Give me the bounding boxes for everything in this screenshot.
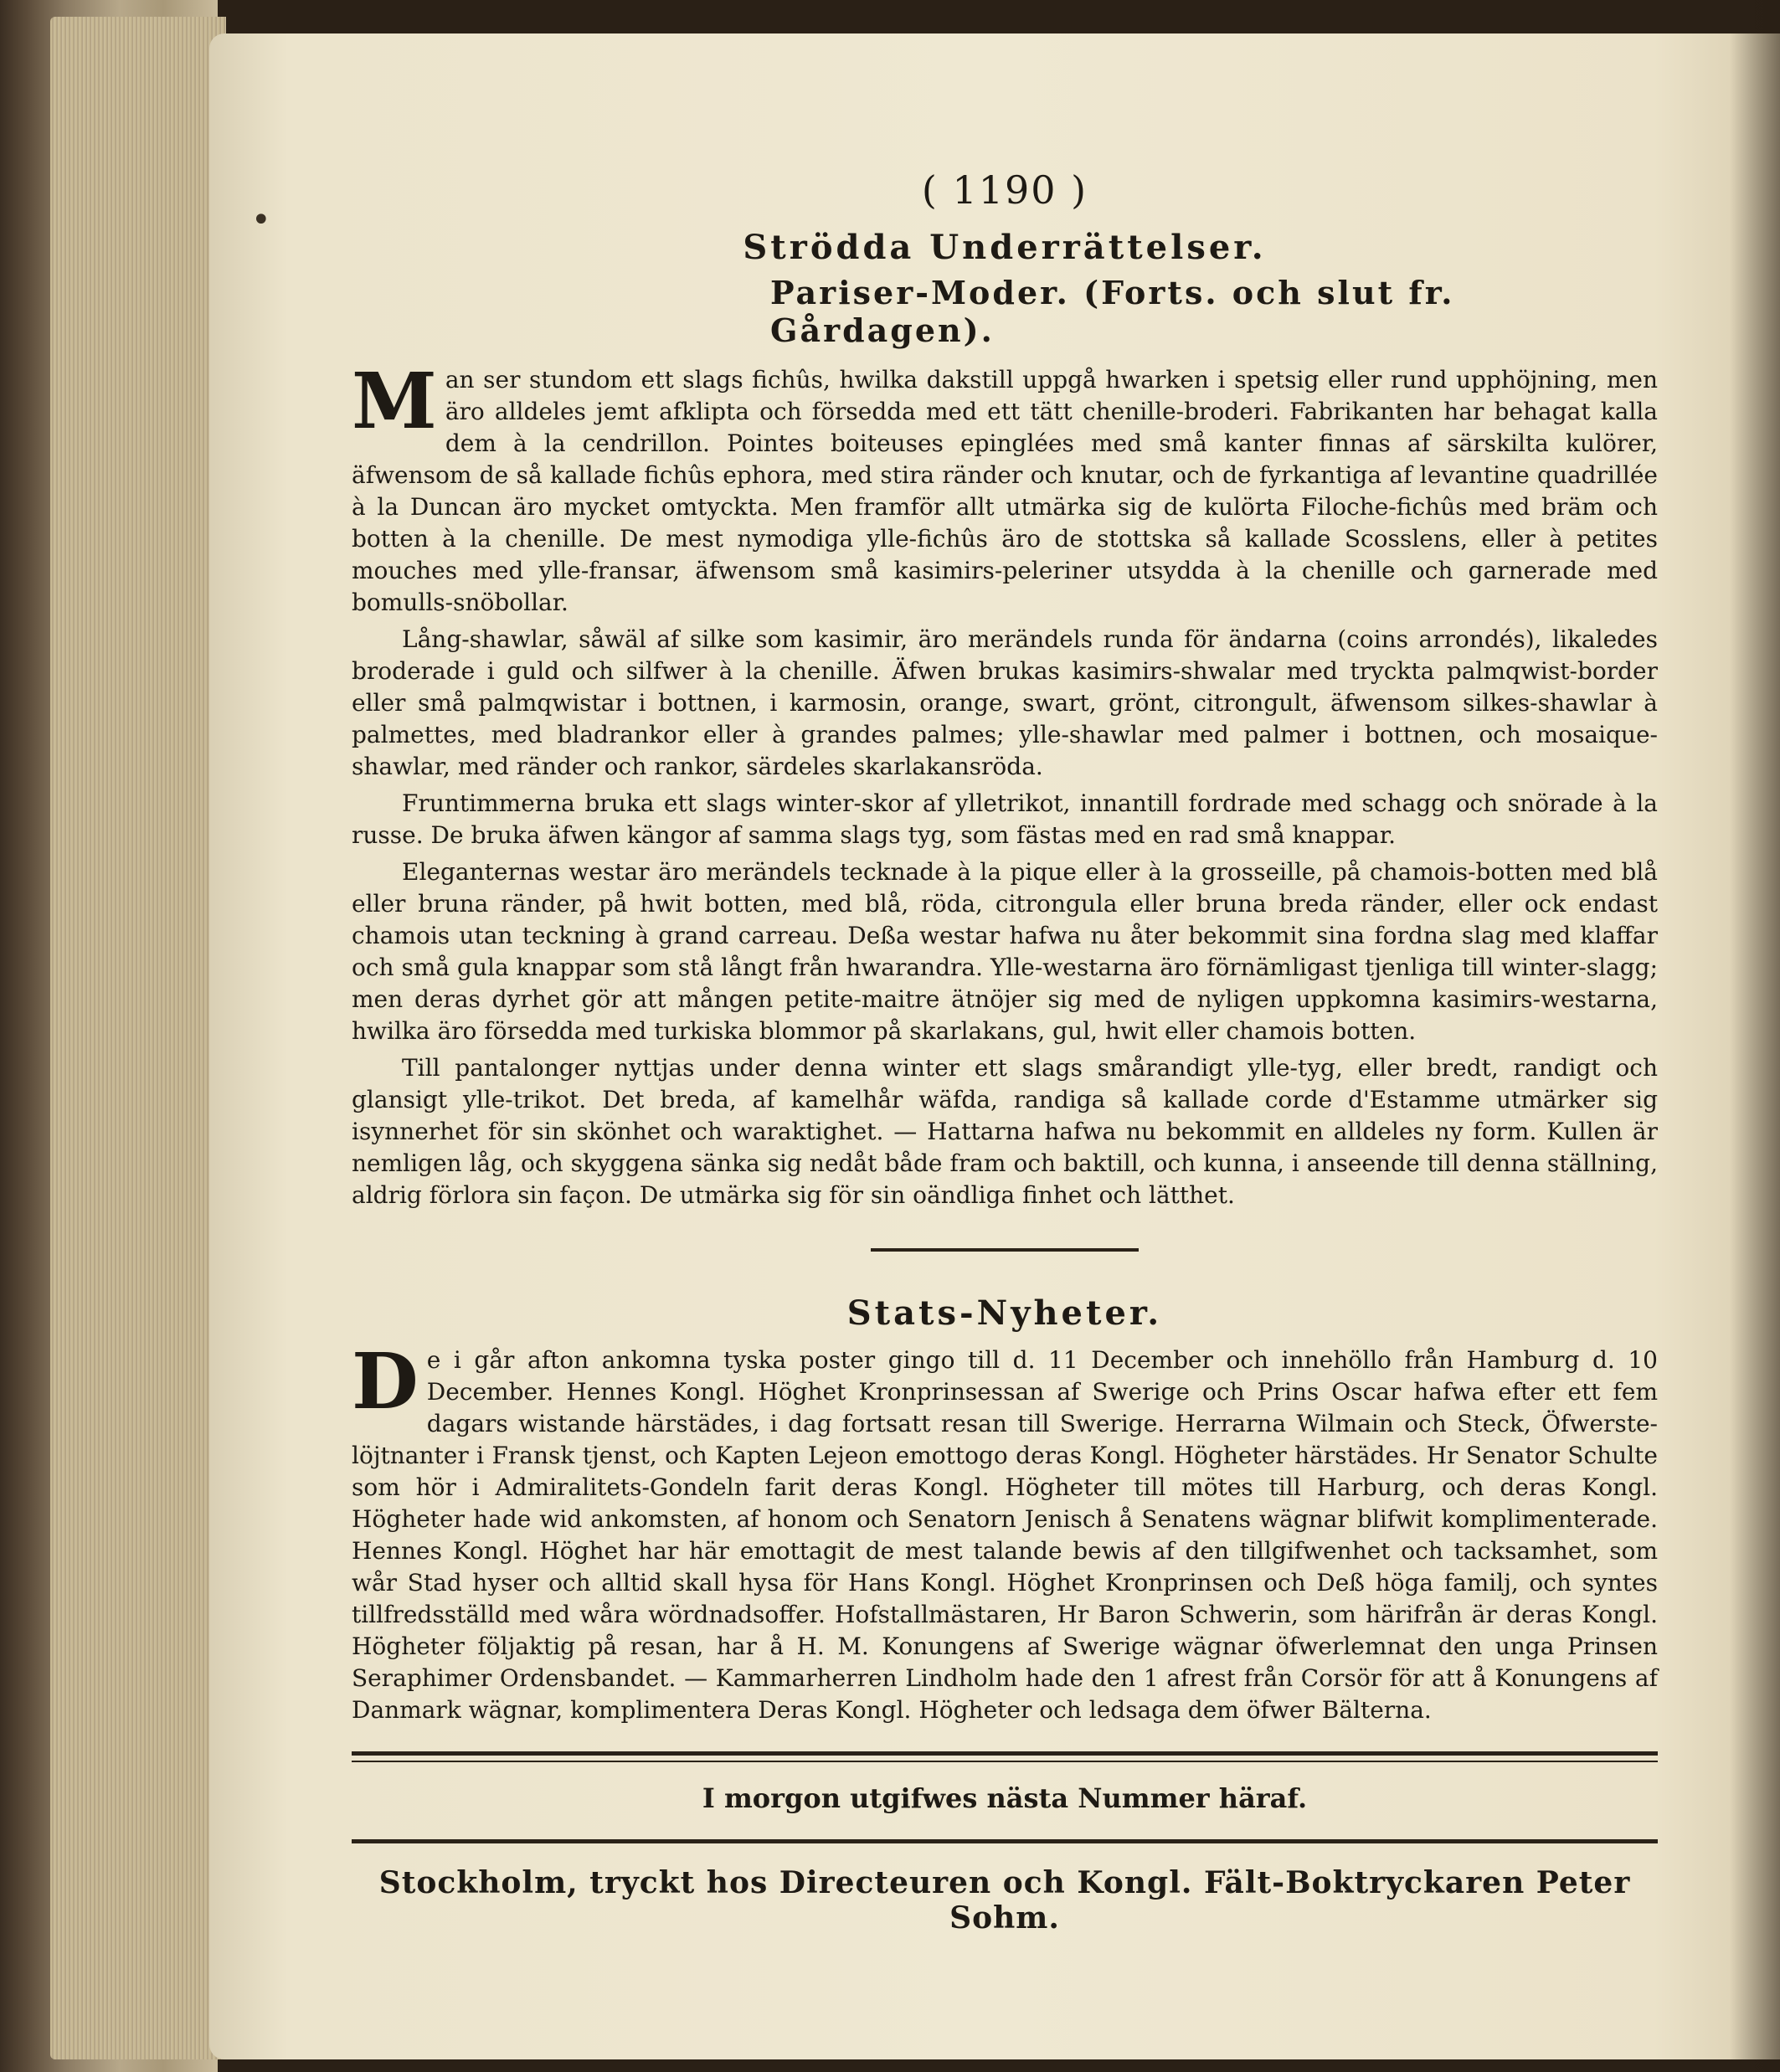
- section-divider: [871, 1248, 1139, 1252]
- drop-cap: M: [352, 356, 437, 446]
- fashion-article: [352, 356, 1658, 1211]
- imprint: Stockholm, tryckt hos Directeuren och Kongl. Fält-Boktryckaren Peter Sohm.: [378, 1865, 1631, 1936]
- subtitle: Pariser-Moder. (Forts. och slut fr. Gårdagen).: [770, 274, 1455, 349]
- page-content: [352, 167, 1658, 1936]
- paragraph-text: an ser stundom ett slags fichûs, hwilka dakstill uppgå hwarken i spetsig eller rund upphöjning, men äro alldeles jemt afklipta och försedda med ett tätt chenille-broderi. Fabrikanten har behagat kalla dem à la cendrillon. Pointes boiteuses epinglées med små kanter finnas af särskilta kulörer, äfwensom de så kallade fichûs ephora, med stira ränder och knutar, och de fyrkantiga af levantine quadrillée à la Duncan äro mycket omtyckta. Men framför allt utmärka sig de kulörta Filoche-fichûs med bräm och botten à la chenille. De mest nymodiga ylle-fichûs äro de stottska så kallade Scosslens, eller à petites mouches med ylle-fransar, äfwensom små kasimirs-peleriner utsydda à la chenille och garnerade med bomulls-snöbollar.: [352, 366, 1658, 616]
- rule-bottom: [352, 1839, 1658, 1843]
- rule-top: [352, 1751, 1658, 1756]
- next-issue-notice: I morgon utgifwes nästa Nummer häraf.: [702, 1782, 1308, 1814]
- margin-mark: •: [251, 201, 271, 239]
- paragraph-text: e i går afton ankomna tyska poster gingo till d. 11 December och innehöllo från Hamburg d. 10 December. Hennes Kongl. Höghet Kronprinsessan af Swerige och Prins Oscar hafwa efter ett fem dagars wistande härstädes, i dag fortsatt resan till Swerige. Herrarna Wilmain och Steck, Öfwerste-löjtnanter i Fransk tjenst, och Kapten Lejeon emottogo deras Kongl. Högheter härstädes. Hr Senator Schulte som hör i Admiralitets-Gondeln farit deras Kongl. Högheter till mötes till Harburg, och deras Kongl. Högheter hade wid ankomsten, af honom och Senatorn Jenisch å Senatens wägnar blifwit komplimenterade. Hennes Kongl. Höghet har här emottagit de mest talande bewis af den tillgifwenhet och tacksamhet, som wår Stad hyser och alltid skall hysa för Hans Kongl. Höghet Kronprinsen och Deß höga familj, och syntes tillfredsställd med wåra wördnadsoffer. Hofstallmästaren, Hr Baron Schwerin, som härifrån är deras Kongl. Högheter följaktig på resan, har å H. M. Konungens af Swerige wägnar öfwerlemnat den unga Prinsen Seraphimer Ordensbandet. — Kammarherren Lindholm hade den 1 afrest från Corsör för att å Konungens af Danmark wägnar, komplimentera Deras Kongl. Högheter och ledsaga dem öfwer Bälterna.: [352, 1346, 1658, 1724]
- rule-top-thin: [352, 1761, 1658, 1762]
- paragraph: Till pantalonger nyttjas under denna winter ett slags smårandigt ylle-tyg, eller bredt, randigt och glansigt ylle-trikot. Det breda, af kamelhår wäfda, randiga så kallade corde d'Estamme utmärker sig isynnerhet för sin skönhet och waraktighet. — Hattarna hafwa nu bekommit en alldeles ny form. Kullen är nemligen låg, och skyggena sänka sig nedåt både fram och baktill, och kunna, i anseende till denna ställning, aldrig förlora sin façon. De utmärka sig för sin oändliga finhet och lätthet.: [352, 1054, 1658, 1209]
- paragraph: Lång-shawlar, såwäl af silke som kasimir, äro merändels runda för ändarna (coins arrondés), likaledes broderade i guld och silfwer à la chenille. Äfwen brukas kasimirs-shwalar med tryckta palmqwist-border eller små palmqwistar i bottnen, i karmosin, orange, swart, grönt, citrongult, äfwensom silkes-shawlar à palmettes, med bladrankor eller à grandes palmes; ylle-shawlar med palmer i bottnen, och mosaique-shawlar, med ränder och rankor, särdeles skarlakansröda.: [352, 625, 1658, 780]
- page-edge-shadow: [1730, 0, 1780, 2072]
- news-title: Stats-Nyheter.: [846, 1293, 1163, 1333]
- paragraph: [352, 356, 1658, 619]
- paragraph: Eleganternas westar äro merändels tecknade à la pique eller à la grosseille, på chamois-botten med blå eller bruna ränder, på hwit botten, med blå, röda, citrongula eller bruna breda ränder, eller ock endast chamois utan teckning à grand carreau. Deßa westar hafwa nu åter bekommit sina fordna slag med klaffar och små gula knappar som stå långt från hwarandra. Ylle-westarna äro förnämligast tjenliga till winter-slagg; men deras dyrhet gör att mången petite-maitre ätnöjer sig med de nyligen uppkomna kasimirs-westarna, hwilka äro försedda med turkiska blommor på skarlakans, gul, hwit eller chamois botten.: [352, 858, 1658, 1045]
- page-stack-edge: [50, 17, 226, 2059]
- paragraph: Fruntimmerna bruka ett slags winter-skor af ylletrikot, innantill fordrade med schagg och snörade à la russe. De bruka äfwen kängor af samma slags tyg, som fästas med en rad små knappar.: [352, 789, 1658, 849]
- news-article: [352, 1336, 1658, 1726]
- section-title: Strödda Underrättelser.: [743, 228, 1267, 267]
- drop-cap: D: [352, 1336, 419, 1427]
- paragraph: [352, 1336, 1658, 1726]
- page-number: ( 1190 ): [921, 167, 1088, 213]
